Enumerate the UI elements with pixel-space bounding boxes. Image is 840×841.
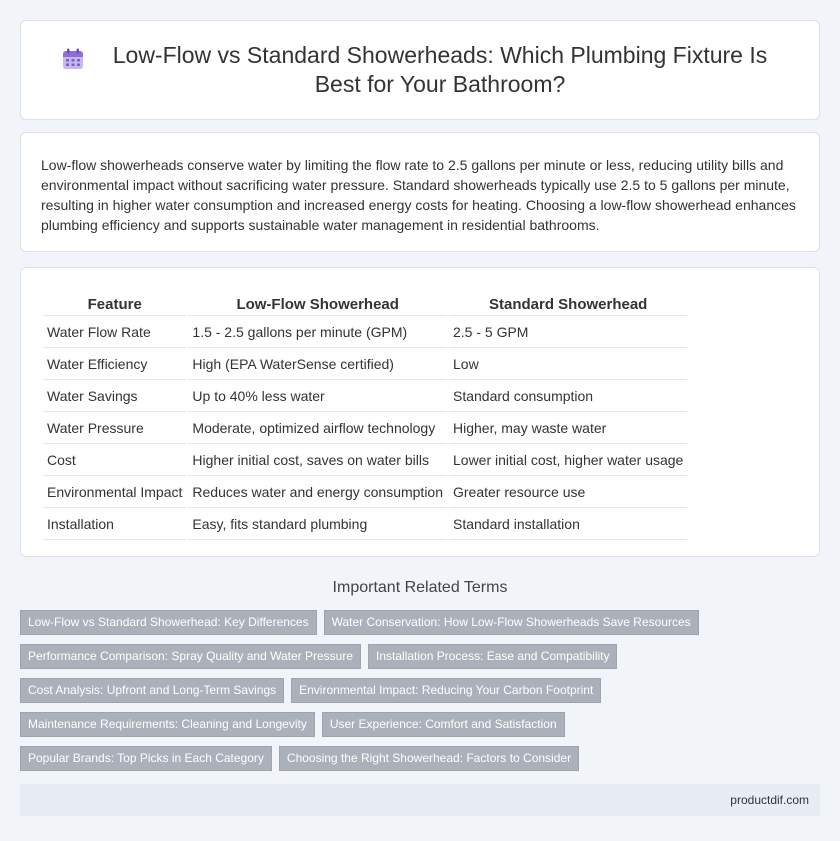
related-term-tag[interactable]: User Experience: Comfort and Satisfaction bbox=[322, 712, 565, 737]
related-term-tag[interactable]: Water Conservation: How Low-Flow Showerheads Save Resources bbox=[324, 610, 699, 635]
table-header-row bbox=[43, 292, 687, 316]
title-wrap bbox=[61, 41, 779, 99]
table-cell: Water Savings bbox=[43, 382, 186, 412]
table-cell: Standard installation bbox=[449, 510, 687, 540]
intro-text: Low-flow showerheads conserve water by limiting the flow rate to 2.5 gallons per minute or less, reducing utility bills and environmental impact without sacrificing water pressure. Standard showerheads typically use 2.5 to 5 gallons per minute, resulting in higher water consumption and increased energy costs for heating. Choosing a low-flow showerhead enhances plumbing efficiency and supports sustainable water management in residential bathrooms. bbox=[41, 157, 796, 233]
table-cell: Moderate, optimized airflow technology bbox=[188, 414, 447, 444]
related-term-tag[interactable]: Installation Process: Ease and Compatibility bbox=[368, 644, 617, 669]
related-term-tag[interactable]: Performance Comparison: Spray Quality and Water Pressure bbox=[20, 644, 361, 669]
table-cell: Greater resource use bbox=[449, 478, 687, 508]
table-cell: Standard consumption bbox=[449, 382, 687, 412]
table-cell: Reduces water and energy consumption bbox=[188, 478, 447, 508]
table-cell: Water Flow Rate bbox=[43, 318, 186, 348]
related-term-tag[interactable]: Popular Brands: Top Picks in Each Category bbox=[20, 746, 272, 771]
table-cell: Low bbox=[449, 350, 687, 380]
title-card bbox=[20, 20, 820, 120]
related-term-tag[interactable]: Cost Analysis: Upfront and Long-Term Savings bbox=[20, 678, 284, 703]
table-cell: Easy, fits standard plumbing bbox=[188, 510, 447, 540]
comparison-card bbox=[20, 267, 820, 557]
related-term-tag[interactable]: Choosing the Right Showerhead: Factors to Consider bbox=[279, 746, 579, 771]
comparison-table bbox=[41, 290, 689, 542]
table-cell: Higher, may waste water bbox=[449, 414, 687, 444]
related-terms-list bbox=[20, 610, 820, 771]
calendar-icon bbox=[61, 47, 85, 71]
table-cell: Water Efficiency bbox=[43, 350, 186, 380]
table-cell: Cost bbox=[43, 446, 186, 476]
related-term-tag[interactable]: Maintenance Requirements: Cleaning and Longevity bbox=[20, 712, 315, 737]
header-low-flow: Low-Flow Showerhead bbox=[188, 292, 447, 316]
header-standard: Standard Showerhead bbox=[449, 292, 687, 316]
related-term-tag[interactable]: Environmental Impact: Reducing Your Carbon Footprint bbox=[291, 678, 601, 703]
table-cell: Up to 40% less water bbox=[188, 382, 447, 412]
related-term-tag[interactable]: Low-Flow vs Standard Showerhead: Key Differences bbox=[20, 610, 317, 635]
header-feature: Feature bbox=[43, 292, 186, 316]
table-row bbox=[43, 478, 687, 508]
table-cell: High (EPA WaterSense certified) bbox=[188, 350, 447, 380]
table-row bbox=[43, 318, 687, 348]
footer-site: productdif.com bbox=[730, 793, 809, 807]
table-row bbox=[43, 446, 687, 476]
related-terms-title: Important Related Terms bbox=[332, 579, 508, 596]
table-cell: Installation bbox=[43, 510, 186, 540]
table-cell: Water Pressure bbox=[43, 414, 186, 444]
page-title: Low-Flow vs Standard Showerheads: Which Plumbing Fixture Is Best for Your Bathroom? bbox=[112, 42, 768, 97]
footer bbox=[20, 784, 820, 816]
table-row bbox=[43, 510, 687, 540]
table-row bbox=[43, 414, 687, 444]
table-cell: Lower initial cost, higher water usage bbox=[449, 446, 687, 476]
table-row bbox=[43, 350, 687, 380]
table-cell: 1.5 - 2.5 gallons per minute (GPM) bbox=[188, 318, 447, 348]
intro-card bbox=[20, 132, 820, 252]
table-row bbox=[43, 382, 687, 412]
table-cell: Environmental Impact bbox=[43, 478, 186, 508]
table-cell: Higher initial cost, saves on water bills bbox=[188, 446, 447, 476]
table-cell: 2.5 - 5 GPM bbox=[449, 318, 687, 348]
